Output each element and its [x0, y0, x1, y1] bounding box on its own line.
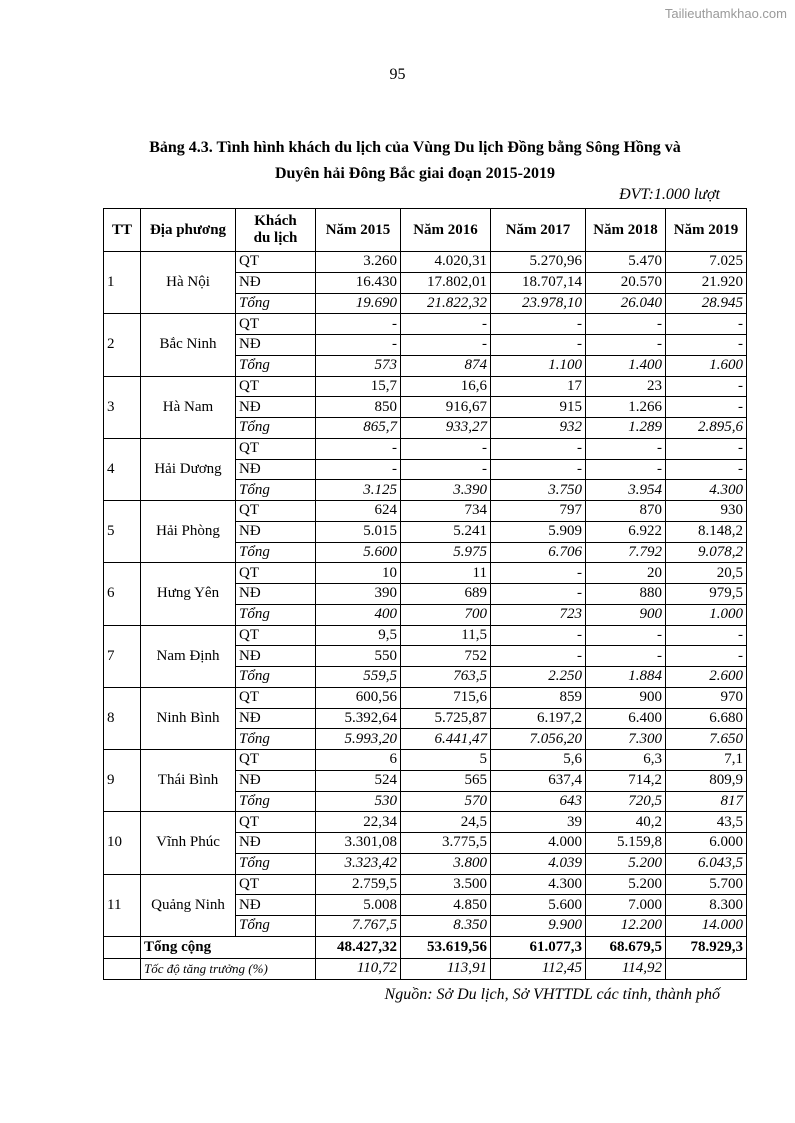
value-cell: 3.390 [401, 480, 491, 501]
value-cell: - [586, 335, 666, 356]
value-cell: - [491, 563, 586, 584]
grand-total-value: 53.619,56 [401, 936, 491, 958]
value-cell: 16.430 [316, 272, 401, 293]
value-cell: 21.920 [666, 272, 747, 293]
value-cell: 1.884 [586, 667, 666, 688]
value-cell: 23 [586, 376, 666, 397]
value-cell: - [491, 625, 586, 646]
value-cell: 3.750 [491, 480, 586, 501]
value-cell: 20,5 [666, 563, 747, 584]
value-cell: 916,67 [401, 397, 491, 418]
value-cell: 17 [491, 376, 586, 397]
value-cell: 7.300 [586, 729, 666, 750]
growth-row [104, 958, 747, 979]
value-cell: 2.250 [491, 667, 586, 688]
value-cell: 734 [401, 501, 491, 522]
page-number: 95 [389, 66, 406, 83]
visitor-type: Tổng [236, 667, 316, 688]
value-cell: - [666, 314, 747, 335]
row-number: 8 [104, 687, 141, 749]
value-cell: - [491, 584, 586, 605]
row-number: 1 [104, 252, 141, 314]
value-cell: 865,7 [316, 418, 401, 439]
locality-name: Hà Nam [141, 376, 236, 438]
value-cell: 15,7 [316, 376, 401, 397]
value-cell: - [666, 459, 747, 480]
value-cell: 874 [401, 355, 491, 376]
value-cell: - [666, 646, 747, 667]
value-cell: - [586, 625, 666, 646]
visitor-type: Tổng [236, 355, 316, 376]
value-cell: 24,5 [401, 812, 491, 833]
value-cell: 28.945 [666, 293, 747, 314]
value-cell: - [316, 335, 401, 356]
table-row [104, 687, 747, 708]
row-number: 7 [104, 625, 141, 687]
value-cell: 3.323,42 [316, 853, 401, 874]
value-cell: 559,5 [316, 667, 401, 688]
table-row [104, 750, 747, 771]
visitor-type: Tổng [236, 916, 316, 937]
value-cell: 4.300 [666, 480, 747, 501]
locality-name: Hà Nội [141, 252, 236, 314]
value-cell: 5.470 [586, 252, 666, 273]
header-2017: Năm 2017 [491, 209, 586, 252]
visitor-type: Tổng [236, 604, 316, 625]
value-cell: 3.775,5 [401, 833, 491, 854]
value-cell: 700 [401, 604, 491, 625]
value-cell: - [401, 314, 491, 335]
value-cell: - [586, 314, 666, 335]
value-cell: 5 [401, 750, 491, 771]
locality-name: Hưng Yên [141, 563, 236, 625]
header-2015: Năm 2015 [316, 209, 401, 252]
visitor-type: Tổng [236, 293, 316, 314]
visitor-type: NĐ [236, 584, 316, 605]
value-cell: 7.650 [666, 729, 747, 750]
visitor-type: QT [236, 438, 316, 459]
visitor-type: QT [236, 812, 316, 833]
value-cell: 573 [316, 355, 401, 376]
growth-value: 110,72 [316, 958, 401, 979]
value-cell: 400 [316, 604, 401, 625]
value-cell: 7.056,20 [491, 729, 586, 750]
locality-name: Bắc Ninh [141, 314, 236, 376]
value-cell: 600,56 [316, 687, 401, 708]
value-cell: 6,3 [586, 750, 666, 771]
header-2018: Năm 2018 [586, 209, 666, 252]
value-cell: 637,4 [491, 770, 586, 791]
value-cell: 3.301,08 [316, 833, 401, 854]
value-cell: 3.800 [401, 853, 491, 874]
growth-value [666, 958, 747, 979]
value-cell: 550 [316, 646, 401, 667]
value-cell: 870 [586, 501, 666, 522]
grand-total-value: 68.679,5 [586, 936, 666, 958]
table-row [104, 563, 747, 584]
value-cell: 6.922 [586, 521, 666, 542]
value-cell: 5.200 [586, 874, 666, 895]
value-cell: 1.266 [586, 397, 666, 418]
value-cell: - [491, 438, 586, 459]
value-cell: 5.270,96 [491, 252, 586, 273]
unit-label: ĐVT:1.000 lượt [619, 186, 720, 203]
value-cell: 900 [586, 604, 666, 625]
visitor-type: QT [236, 314, 316, 335]
value-cell: 5,6 [491, 750, 586, 771]
value-cell: 3.125 [316, 480, 401, 501]
value-cell: 915 [491, 397, 586, 418]
header-type [236, 209, 316, 252]
visitor-type: QT [236, 376, 316, 397]
value-cell: 933,27 [401, 418, 491, 439]
grand-total-label: Tổng cộng [141, 936, 316, 958]
value-cell: 8.350 [401, 916, 491, 937]
value-cell: 900 [586, 687, 666, 708]
row-number: 11 [104, 874, 141, 936]
value-cell: 8.148,2 [666, 521, 747, 542]
value-cell: 2.759,5 [316, 874, 401, 895]
value-cell: 4.020,31 [401, 252, 491, 273]
value-cell: 6.400 [586, 708, 666, 729]
value-cell: 21.822,32 [401, 293, 491, 314]
value-cell: 5.909 [491, 521, 586, 542]
value-cell: 7,1 [666, 750, 747, 771]
value-cell: 7.792 [586, 542, 666, 563]
value-cell: - [666, 335, 747, 356]
value-cell: - [586, 459, 666, 480]
header-type-line-2: du lịch [253, 230, 298, 246]
grand-total-value: 48.427,32 [316, 936, 401, 958]
locality-name: Hải Phòng [141, 501, 236, 563]
table-title-line-1: Bảng 4.3. Tình hình khách du lịch của Vùng Du lịch Đồng bằng Sông Hồng và [149, 139, 681, 156]
value-cell: 524 [316, 770, 401, 791]
value-cell: 932 [491, 418, 586, 439]
visitor-type: NĐ [236, 708, 316, 729]
value-cell: 979,5 [666, 584, 747, 605]
visitor-type: QT [236, 625, 316, 646]
growth-value: 113,91 [401, 958, 491, 979]
value-cell: 22,34 [316, 812, 401, 833]
value-cell: 3.260 [316, 252, 401, 273]
value-cell: 930 [666, 501, 747, 522]
value-cell: 9,5 [316, 625, 401, 646]
visitor-type: QT [236, 501, 316, 522]
locality-name: Quảng Ninh [141, 874, 236, 936]
value-cell: 5.975 [401, 542, 491, 563]
value-cell: 530 [316, 791, 401, 812]
value-cell: 8.300 [666, 895, 747, 916]
header-tt: TT [104, 209, 141, 252]
visitor-type: Tổng [236, 729, 316, 750]
table-row [104, 812, 747, 833]
visitor-type: NĐ [236, 521, 316, 542]
table-row [104, 625, 747, 646]
table-body [104, 252, 747, 980]
value-cell: - [401, 438, 491, 459]
value-cell: 4.000 [491, 833, 586, 854]
value-cell: 39 [491, 812, 586, 833]
value-cell: 1.000 [666, 604, 747, 625]
visitor-type: Tổng [236, 791, 316, 812]
value-cell: 565 [401, 770, 491, 791]
table-title [110, 135, 720, 187]
header-row [104, 209, 747, 252]
grand-total-row [104, 936, 747, 958]
visitor-type: NĐ [236, 770, 316, 791]
row-number: 6 [104, 563, 141, 625]
value-cell: 9.900 [491, 916, 586, 937]
header-locality: Địa phương [141, 209, 236, 252]
grand-total-value: 78.929,3 [666, 936, 747, 958]
value-cell: 40,2 [586, 812, 666, 833]
visitor-type: QT [236, 874, 316, 895]
value-cell: 6.197,2 [491, 708, 586, 729]
value-cell: - [401, 459, 491, 480]
row-number: 4 [104, 438, 141, 500]
value-cell: 5.993,20 [316, 729, 401, 750]
value-cell: 5.700 [666, 874, 747, 895]
value-cell: 2.600 [666, 667, 747, 688]
value-cell: 1.400 [586, 355, 666, 376]
value-cell: 7.025 [666, 252, 747, 273]
value-cell: - [666, 438, 747, 459]
value-cell: 797 [491, 501, 586, 522]
value-cell: 17.802,01 [401, 272, 491, 293]
source-note: Nguồn: Sở Du lịch, Sở VHTTDL các tỉnh, thành phố [384, 986, 720, 1003]
value-cell: 689 [401, 584, 491, 605]
value-cell: 970 [666, 687, 747, 708]
value-cell: 5.725,87 [401, 708, 491, 729]
value-cell: 14.000 [666, 916, 747, 937]
value-cell: 43,5 [666, 812, 747, 833]
value-cell: 809,9 [666, 770, 747, 791]
value-cell: 4.039 [491, 853, 586, 874]
value-cell: 5.392,64 [316, 708, 401, 729]
row-number: 3 [104, 376, 141, 438]
value-cell: 26.040 [586, 293, 666, 314]
value-cell: 723 [491, 604, 586, 625]
value-cell: - [666, 397, 747, 418]
visitor-type: NĐ [236, 272, 316, 293]
value-cell: 11 [401, 563, 491, 584]
table-row [104, 376, 747, 397]
value-cell: - [316, 459, 401, 480]
value-cell: - [666, 625, 747, 646]
value-cell: 6.680 [666, 708, 747, 729]
value-cell: 20 [586, 563, 666, 584]
value-cell: 880 [586, 584, 666, 605]
table-row [104, 874, 747, 895]
value-cell: 5.600 [316, 542, 401, 563]
value-cell: 10 [316, 563, 401, 584]
value-cell: 5.600 [491, 895, 586, 916]
header-type-line-1: Khách [254, 213, 297, 229]
value-cell: 817 [666, 791, 747, 812]
value-cell: 6.706 [491, 542, 586, 563]
value-cell: 6 [316, 750, 401, 771]
value-cell: 752 [401, 646, 491, 667]
value-cell: 11,5 [401, 625, 491, 646]
value-cell: 7.000 [586, 895, 666, 916]
value-cell: 9.078,2 [666, 542, 747, 563]
visitor-type: NĐ [236, 646, 316, 667]
table-row [104, 314, 747, 335]
value-cell: - [491, 646, 586, 667]
value-cell: 7.767,5 [316, 916, 401, 937]
locality-name: Ninh Bình [141, 687, 236, 749]
visitor-type: NĐ [236, 895, 316, 916]
value-cell: 6.441,47 [401, 729, 491, 750]
header-2016: Năm 2016 [401, 209, 491, 252]
value-cell: 18.707,14 [491, 272, 586, 293]
table-row [104, 252, 747, 273]
row-number: 9 [104, 750, 141, 812]
visitor-type: Tổng [236, 480, 316, 501]
value-cell: 390 [316, 584, 401, 605]
value-cell: - [491, 335, 586, 356]
row-number: 10 [104, 812, 141, 874]
header-2019: Năm 2019 [666, 209, 747, 252]
value-cell: - [316, 314, 401, 335]
visitor-type: QT [236, 687, 316, 708]
visitor-type: Tổng [236, 542, 316, 563]
value-cell: 5.015 [316, 521, 401, 542]
value-cell: 19.690 [316, 293, 401, 314]
value-cell: 6.000 [666, 833, 747, 854]
grand-total-value: 61.077,3 [491, 936, 586, 958]
value-cell: 850 [316, 397, 401, 418]
visitor-type: QT [236, 563, 316, 584]
value-cell: 12.200 [586, 916, 666, 937]
value-cell: - [586, 646, 666, 667]
visitor-type: Tổng [236, 418, 316, 439]
value-cell: 5.008 [316, 895, 401, 916]
growth-value: 114,92 [586, 958, 666, 979]
value-cell: 714,2 [586, 770, 666, 791]
value-cell: 720,5 [586, 791, 666, 812]
visitor-type: QT [236, 252, 316, 273]
locality-name: Thái Bình [141, 750, 236, 812]
value-cell: 5.241 [401, 521, 491, 542]
value-cell: 4.850 [401, 895, 491, 916]
value-cell: - [666, 376, 747, 397]
value-cell: 624 [316, 501, 401, 522]
visitor-type: NĐ [236, 397, 316, 418]
value-cell: - [491, 314, 586, 335]
value-cell: 6.043,5 [666, 853, 747, 874]
visitor-type: NĐ [236, 335, 316, 356]
value-cell: 643 [491, 791, 586, 812]
growth-value: 112,45 [491, 958, 586, 979]
value-cell: 1.600 [666, 355, 747, 376]
value-cell: 5.159,8 [586, 833, 666, 854]
table-row [104, 438, 747, 459]
value-cell: 1.100 [491, 355, 586, 376]
value-cell: - [586, 438, 666, 459]
value-cell: 5.200 [586, 853, 666, 874]
visitor-type: NĐ [236, 459, 316, 480]
value-cell: 16,6 [401, 376, 491, 397]
tourist-table [103, 208, 747, 980]
value-cell: 570 [401, 791, 491, 812]
visitor-type: QT [236, 750, 316, 771]
visitor-type: Tổng [236, 853, 316, 874]
visitor-type: NĐ [236, 833, 316, 854]
watermark: Tailieuthamkhao.com [664, 6, 787, 21]
value-cell: - [316, 438, 401, 459]
value-cell: 2.895,6 [666, 418, 747, 439]
value-cell: 763,5 [401, 667, 491, 688]
growth-label: Tốc độ tăng trưởng (%) [141, 958, 316, 979]
locality-name: Hải Dương [141, 438, 236, 500]
value-cell: 23.978,10 [491, 293, 586, 314]
locality-name: Nam Định [141, 625, 236, 687]
value-cell: - [401, 335, 491, 356]
value-cell: 3.500 [401, 874, 491, 895]
value-cell: 715,6 [401, 687, 491, 708]
row-number: 2 [104, 314, 141, 376]
value-cell: 4.300 [491, 874, 586, 895]
value-cell: 3.954 [586, 480, 666, 501]
table-title-line-2: Duyên hải Đông Bắc giai đoạn 2015-2019 [274, 165, 556, 182]
table-row [104, 501, 747, 522]
locality-name: Vĩnh Phúc [141, 812, 236, 874]
value-cell: 1.289 [586, 418, 666, 439]
row-number: 5 [104, 501, 141, 563]
value-cell: - [491, 459, 586, 480]
value-cell: 859 [491, 687, 586, 708]
value-cell: 20.570 [586, 272, 666, 293]
